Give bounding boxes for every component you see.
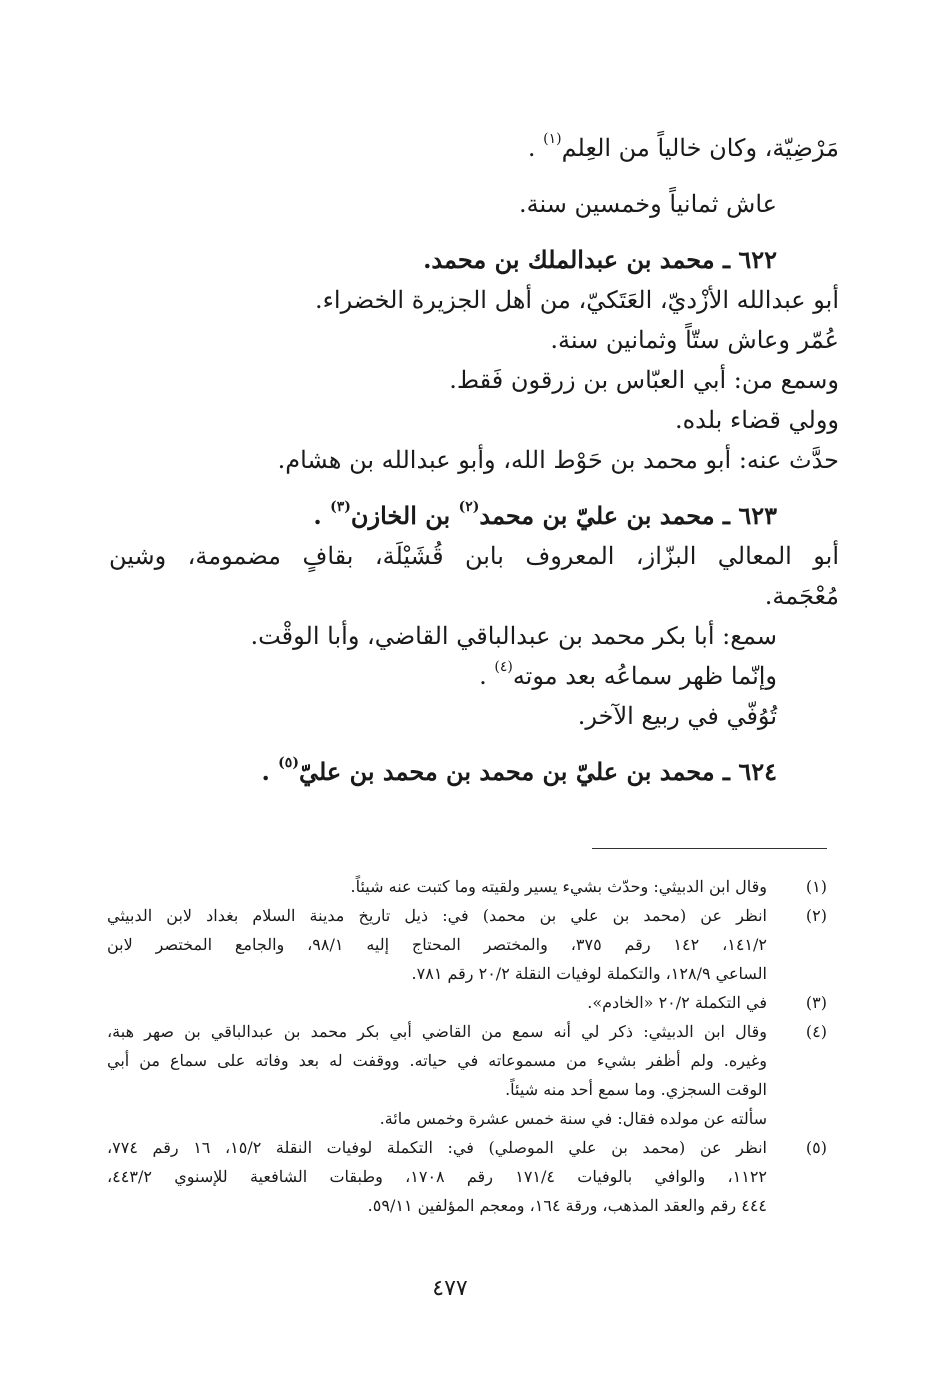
text-line: أبو عبدالله الأزْديّ، العَتَكيّ، من أهل الجزيرة الخضراء.	[314, 286, 839, 314]
text-line: عُمّر وعاش ستّاً وثمانين سنة.	[550, 326, 839, 354]
footnote-2	[107, 901, 827, 988]
footnote-4	[107, 1017, 827, 1133]
footnote-ref: (٣)	[330, 499, 351, 515]
text-line: وولي قضاء بلده.	[674, 406, 839, 434]
footnote-number: (٢)	[805, 906, 827, 925]
footnote-line: الساعي ١٢٨/٩، والتكملة لوفيات النقلة ٢٠/٢ رقم ٧٨١.	[411, 964, 767, 983]
text-line: عاش ثمانياً وخمسين سنة.	[519, 190, 777, 218]
text-line: وإنّما ظهر سماعُه بعد موته$^{(٤)}$ .	[479, 659, 777, 690]
text-line: تُوُفّي في ربيع الآخر.	[577, 702, 777, 730]
footnotes	[107, 872, 827, 1220]
footnote-line: انظر عن (محمد بن علي الموصلي) في: التكملة لوفيات النقلة ١٥/٢، ١٦ رقم ٧٧٤،	[107, 1138, 768, 1157]
text-line: حدَّث عنه: أبو محمد بن حَوْط الله، وأبو عبدالله بن هشام.	[277, 446, 839, 474]
footnote-1	[107, 872, 827, 901]
footnote-line: سألته عن مولده فقال: في سنة خمس عشرة وخمس مائة.	[379, 1109, 767, 1128]
footnote-ref: (٤)	[494, 659, 513, 675]
entry-heading: ٦٢٤ ـ محمد بن عليّ بن محمد بن محمد بن عليّ$^{(٥)}$ .	[261, 755, 777, 786]
footnote-number: (٣)	[805, 993, 827, 1012]
footnote-line: وقال ابن الدبيثي: وحدّث بشيء يسير ولقيته وما كتبت عنه شيئاً.	[350, 877, 767, 896]
footnote-line: ١١٢٢، والوافي بالوفيات ١٧١/٤ رقم ١٧٠٨، وطبقات الشافعية للإسنوي ٤٤٣/٢،	[107, 1167, 767, 1186]
footnote-5	[107, 1133, 827, 1220]
footnote-line: وغيره. ولم أظفر بشيء من مسموعاته في حياته. ووقفت له بعد وفاته على سماع من أبي	[107, 1051, 767, 1070]
page-number: ٤٧٧	[432, 1276, 468, 1301]
text-line: وسمع من: أبي العبّاس بن زرقون فَقط.	[449, 366, 839, 394]
entry-heading: ٦٢٢ ـ محمد بن عبدالملك بن محمد.	[423, 245, 777, 274]
footnote-ref: (١)	[543, 131, 562, 147]
footnote-line: الوقت السجزي. وما سمع أحد منه شيئاً.	[505, 1080, 767, 1099]
entry-heading: ٦٢٣ ـ محمد بن عليّ بن محمد$^{(٢)}$ بن الخازن$^{(٣)}$ .	[313, 499, 777, 530]
footnote-ref: (٥)	[278, 755, 299, 771]
text-line: سمع: أبا بكر محمد بن عبدالباقي القاضي، وأبا الوقْت.	[250, 622, 777, 650]
footnote-line: وقال ابن الدبيثي: ذكر لي أنه سمع من القاضي أبي بكر محمد بن عبدالباقي بن صهر هبة،	[107, 1022, 767, 1041]
text-line: مَرْضِيّة، وكان خالياً من العِلم$^{(١)}$ .	[527, 131, 839, 162]
footnote-number: (٤)	[805, 1022, 827, 1041]
footnote-line: ١٤١/٢، ١٤٢ رقم ٣٧٥، والمختصر المحتاج إليه ٩٨/١، والجامع المختصر لابن	[107, 935, 767, 954]
footnote-line: انظر عن (محمد بن علي بن محمد) في: ذيل تاريخ مدينة السلام بغداد لابن الدبيثي	[107, 906, 767, 925]
footnote-3	[107, 988, 827, 1017]
footnote-line: في التكملة ٢٠/٢ «الخادم».	[587, 993, 767, 1012]
text-line: أبو المعالي البزّاز، المعروف بابن قُشَيْلَة، بقافٍ مضمومة، وشين	[109, 542, 839, 570]
footnote-number: (١)	[805, 877, 827, 896]
footnote-divider	[592, 848, 827, 849]
footnote-line: ٤٤٤ رقم والعقد المذهب، ورقة ١٦٤، ومعجم المؤلفين ٥٩/١١.	[367, 1196, 767, 1215]
footnote-ref: (٢)	[458, 499, 480, 515]
footnote-number: (٥)	[805, 1138, 827, 1157]
text-line: مُعْجَمة.	[764, 582, 839, 610]
main-text	[109, 128, 839, 792]
